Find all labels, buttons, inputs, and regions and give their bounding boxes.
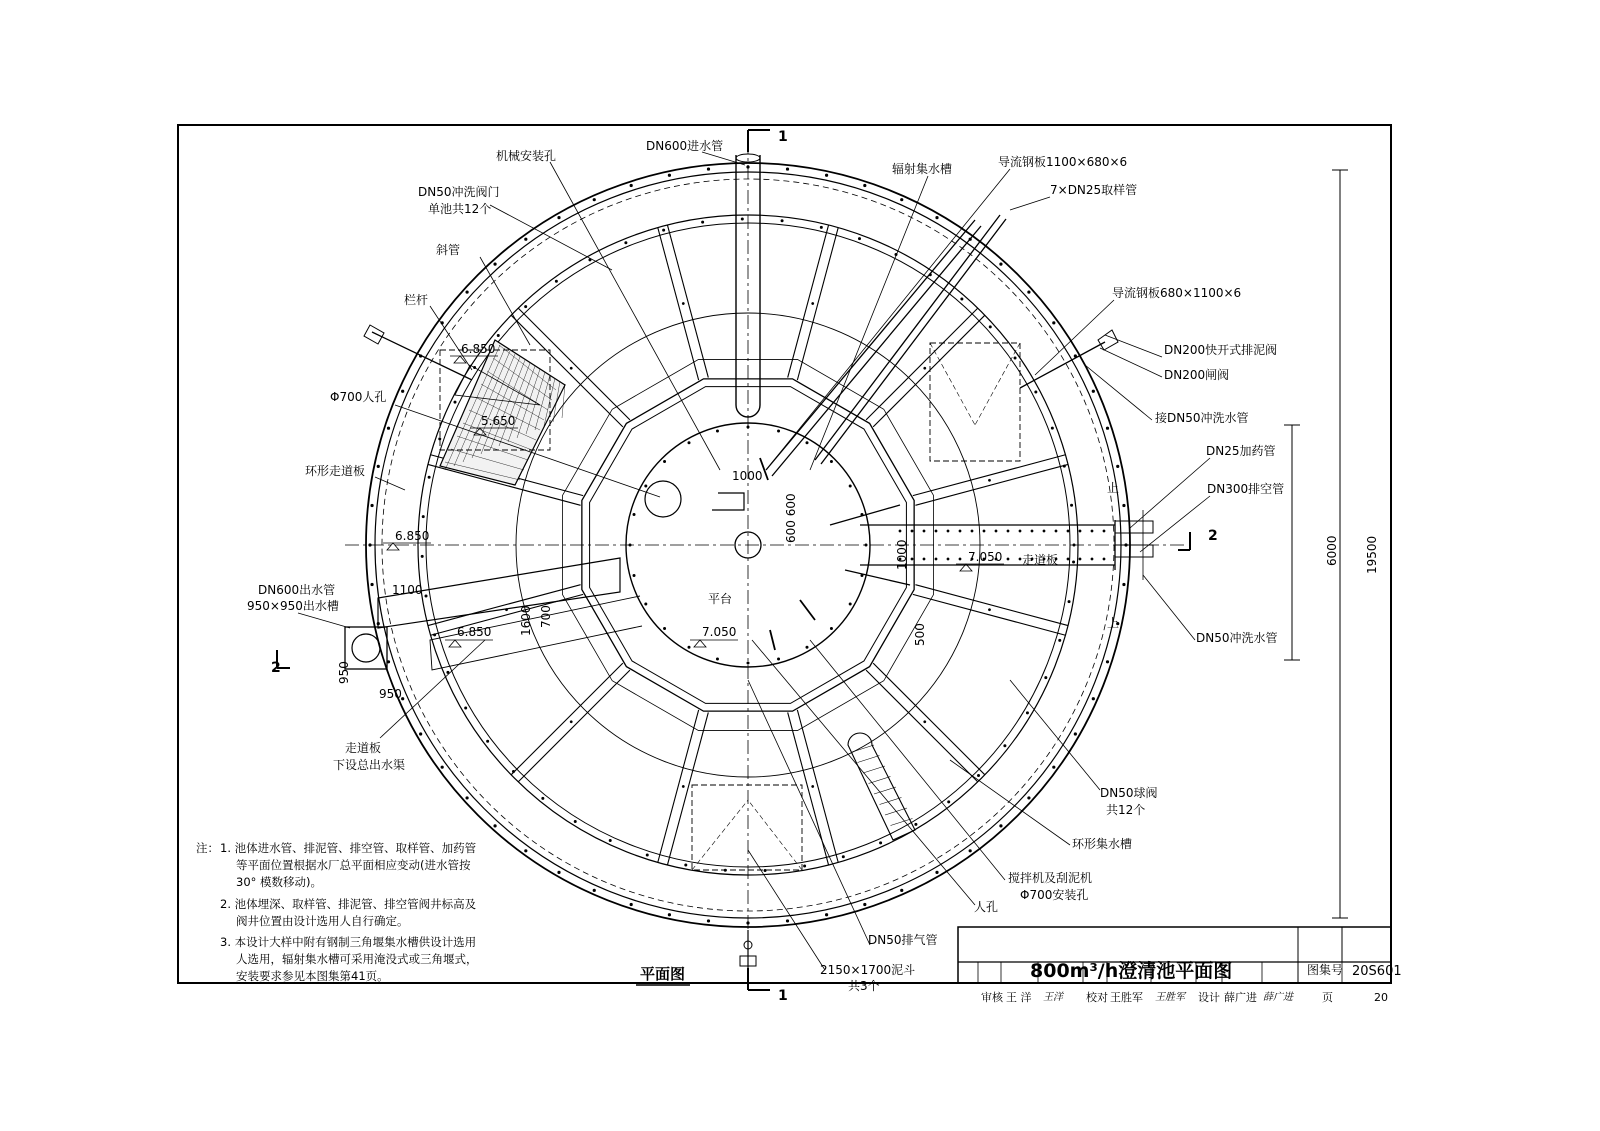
dim-500: 500: [913, 623, 927, 646]
platform-rivet-dot: [849, 485, 851, 487]
radial-trough-edge: [873, 315, 985, 427]
wall-rivet-dot: [525, 238, 528, 241]
walkway-dot: [935, 530, 937, 532]
label-connect-dn50: 接DN50冲洗水管: [1155, 411, 1249, 425]
drawing-title: 800m³/h澄清池平面图: [1030, 960, 1233, 982]
wall-rivet-dot: [494, 825, 497, 828]
sludge-hopper-ne: [930, 343, 1020, 461]
wall-rivet-dot: [936, 871, 939, 874]
platform-rivet-dot: [716, 430, 718, 432]
platform-rivet-dot: [716, 658, 718, 660]
radial-trough-edge: [667, 712, 708, 865]
walkway-dot: [1103, 530, 1105, 532]
center-radial-mark-1: [770, 630, 775, 650]
walkway-dot: [1103, 558, 1105, 560]
dim-1100: 1100: [392, 583, 423, 597]
trough-rivet-dot: [1026, 712, 1028, 714]
walkway-dot: [1031, 530, 1033, 532]
platform-rivet-dot: [830, 627, 832, 629]
platform-rivet-dot: [663, 627, 665, 629]
note-1-line-3: 30° 模数移动)。: [236, 875, 323, 889]
platform-rivet-dot: [633, 513, 635, 515]
label-dn25-dosing: DN25加药管: [1206, 444, 1276, 458]
walkway-dot: [947, 530, 949, 532]
wall-rivet-dot: [1074, 733, 1077, 736]
note-3-line-3: 安装要求参见本图集第41页。: [236, 969, 389, 983]
walkway-dot: [899, 530, 901, 532]
trough-rivet-dot: [781, 220, 783, 222]
wall-rivet-dot: [864, 184, 867, 187]
platform-rivet-dot: [777, 430, 779, 432]
radial-trough-edge: [797, 228, 838, 381]
note-2-line-2: 阀井位置由设计选用人自行确定。: [236, 914, 409, 928]
wall-rivet-dot: [558, 216, 561, 219]
wall-rivet-dot: [630, 184, 633, 187]
design-label: 设计: [1198, 991, 1220, 1004]
section-mark-2-left: 2: [271, 660, 281, 676]
walkway-dot: [1091, 558, 1093, 560]
outlet-pipe-circle: [352, 634, 380, 662]
wall-rivet-dot: [668, 913, 671, 916]
wall-rivet-dot: [441, 766, 444, 769]
ladder-rung: [858, 756, 880, 763]
label-walkway-channel: 下设总出水渠: [333, 758, 406, 772]
dim-1000: 1000: [732, 469, 763, 483]
platform-rivet-dot: [688, 646, 690, 648]
note-2-line-1: 2. 池体埋深、取样管、排泥管、排空管阀井标高及: [220, 897, 477, 911]
label-dn600-outlet: DN600出水管: [258, 583, 336, 597]
trough-rivet-dot: [1059, 639, 1061, 641]
elevation-7050-a: 7.050: [968, 550, 1003, 564]
label-manhole-700: Φ700人孔: [330, 390, 387, 404]
trough-rivet-dot: [1051, 427, 1053, 429]
trough-rivet-dot: [422, 515, 424, 517]
reviewer-signature: 王洋: [1043, 992, 1063, 1003]
label-walkway: 走道板: [345, 741, 382, 755]
trough-rivet-dot: [842, 856, 844, 858]
dim-1600: 1600: [519, 605, 533, 636]
center-radial-mark-2: [800, 600, 815, 620]
sampling-pipe-1: [766, 220, 975, 470]
trough-rivet-dot: [542, 797, 544, 799]
trough-rivet-dot: [685, 864, 687, 866]
reviewer-name: 王 洋: [1006, 991, 1032, 1004]
platform-rivet-dot: [645, 603, 647, 605]
platform-rivet-dot: [777, 658, 779, 660]
check-label: 校对: [1086, 991, 1108, 1004]
leader-line: [810, 176, 928, 470]
leader-line: [1105, 335, 1162, 357]
leader-line: [1140, 496, 1210, 552]
wall-rivet-dot: [525, 850, 528, 853]
section-mark-2-right: 2: [1208, 528, 1218, 544]
label-radial-trough: 辐射集水槽: [892, 162, 953, 176]
platform-rivet-dot: [645, 485, 647, 487]
label-railing: 栏杆: [404, 293, 429, 307]
walkway-dot: [1079, 558, 1081, 560]
label-sludge-hopper: 2150×1700泥斗: [820, 963, 916, 977]
walkway-dot: [1019, 530, 1021, 532]
trough-rivet-dot: [803, 865, 805, 867]
review-label: 审核: [981, 991, 1003, 1004]
dim-1000-v: 1000: [895, 539, 909, 570]
walkway-dot: [911, 530, 913, 532]
wall-rivet-dot: [558, 871, 561, 874]
trough-rivet-dot: [961, 298, 963, 300]
trough-rivet-dot: [879, 842, 881, 844]
trough-rivet-dot: [524, 305, 526, 307]
label-up-1: 上: [1107, 481, 1120, 495]
trough-rivet-dot: [701, 221, 703, 223]
label-ring-trough: 环形集水槽: [1072, 837, 1133, 851]
trough-rivet-dot: [555, 280, 557, 282]
label-inclined-tube: 斜管: [436, 243, 461, 257]
trough-rivet-dot: [741, 218, 743, 220]
radial-trough-edge: [913, 594, 1066, 635]
wall-rivet-dot: [1106, 427, 1109, 430]
label-dn50-vent: DN50排气管: [868, 933, 938, 947]
note-1-line-2: 等平面位置根据水厂总平面相应变动(进水管按: [236, 858, 471, 872]
trough-rivet-dot: [646, 854, 648, 856]
guide-plate-line-2: [845, 570, 910, 585]
label-dn300-drain: DN300排空管: [1207, 482, 1285, 496]
radial-trough-edge: [866, 308, 978, 420]
plan-view-caption: 平面图: [640, 965, 686, 983]
trough-rivet-dot: [447, 671, 449, 673]
leader-line: [748, 680, 870, 945]
trough-rivet-dot: [764, 869, 766, 871]
platform-rivet-dot: [806, 442, 808, 444]
label-dn200-quick: DN200快开式排泥阀: [1164, 343, 1278, 357]
walkway-dot: [923, 558, 925, 560]
trough-rivet-dot: [574, 820, 576, 822]
trough-rivet-dot: [1045, 676, 1047, 678]
radial-trough-dot: [570, 721, 572, 723]
platform-rivet-dot: [849, 603, 851, 605]
guide-plate-line: [830, 505, 900, 525]
walkway-dot: [1055, 530, 1057, 532]
platform-rivet-dot: [688, 442, 690, 444]
atlas-label: 图集号: [1307, 963, 1344, 977]
trough-rivet-dot: [486, 740, 488, 742]
label-per-pool-12: 单池共12个: [428, 202, 492, 216]
wall-rivet-dot: [1092, 697, 1095, 700]
label-guide-plate-2: 导流钢板680×1100×6: [1112, 286, 1242, 300]
walkway-dot: [1067, 530, 1069, 532]
wall-rivet-dot: [371, 583, 374, 586]
trough-rivet-dot: [1068, 600, 1070, 602]
walkway-dot: [959, 530, 961, 532]
leader-line: [950, 760, 1070, 845]
wall-rivet-dot: [1116, 465, 1119, 468]
label-ball-count: 共12个: [1106, 803, 1146, 817]
leader-line: [1143, 575, 1195, 640]
designer-name: 薛广进: [1224, 991, 1257, 1004]
trough-rivet-dot: [1014, 357, 1016, 359]
wall-rivet-dot: [900, 889, 903, 892]
label-dn200-gate: DN200闸阀: [1164, 368, 1230, 382]
walkway-dot: [911, 558, 913, 560]
leader-line: [298, 613, 350, 628]
trough-rivet-dot: [1072, 561, 1074, 563]
radial-trough-dot: [570, 367, 572, 369]
platform-rivet-dot: [830, 460, 832, 462]
elevation-marker: [387, 543, 399, 550]
radial-trough-dot: [988, 609, 990, 611]
leader-line: [490, 205, 612, 270]
wall-rivet-dot: [900, 198, 903, 201]
radial-trough-dot: [682, 785, 684, 787]
radial-trough-edge: [866, 670, 978, 782]
leader-line: [1100, 348, 1162, 377]
wall-rivet-dot: [466, 291, 469, 294]
label-dn600-inlet: DN600进水管: [646, 139, 724, 153]
trough-rivet-dot: [915, 823, 917, 825]
elevation-7050-b: 7.050: [702, 625, 737, 639]
label-platform: 平台: [708, 592, 733, 606]
elevation-6850-a: 6.850: [461, 342, 496, 356]
elevation-6850-c: 6.850: [457, 625, 492, 639]
atlas-number: 20S601: [1352, 964, 1402, 979]
trough-rivet-dot: [425, 595, 427, 597]
wall-rivet-dot: [786, 920, 789, 923]
ladder-rung: [863, 766, 885, 773]
dim-6000: 6000: [1325, 535, 1339, 566]
note-3-line-1: 3. 本设计大样中附有钢制三角堰集水槽供设计选用: [220, 935, 477, 949]
radial-trough-edge: [667, 225, 708, 378]
radial-trough-edge: [511, 663, 623, 775]
elevation-marker: [454, 356, 466, 363]
wall-rivet-dot: [419, 733, 422, 736]
dim-950-v: 950: [337, 661, 351, 684]
trough-rivet-dot: [625, 242, 627, 244]
note-3-line-2: 人选用，辐射集水槽可采用淹没式或三角堰式，: [236, 952, 478, 966]
dim-600-600: 600 600: [784, 493, 798, 543]
dim-700: 700: [539, 605, 553, 628]
wall-rivet-dot: [936, 216, 939, 219]
wall-rivet-dot: [371, 504, 374, 507]
wall-rivet-dot: [377, 465, 380, 468]
walkway-dot: [1043, 530, 1045, 532]
trough-rivet-dot: [1004, 745, 1006, 747]
wall-rivet-dot: [786, 168, 789, 171]
label-dn50-flush-valve: DN50冲洗阀门: [418, 185, 500, 199]
inclined-tube-zone: [440, 340, 565, 485]
label-dn50-ball: DN50球阀: [1100, 786, 1158, 800]
checker-signature: 王胜军: [1155, 992, 1185, 1003]
label-walkway-center: 走道板: [1022, 553, 1059, 567]
chemical-opening: [712, 493, 744, 510]
radial-trough-dot: [924, 367, 926, 369]
hopper-ne-diag: [930, 343, 975, 425]
elevation-5650: 5.650: [481, 414, 516, 428]
wall-rivet-dot: [1000, 263, 1003, 266]
trough-rivet-dot: [497, 334, 499, 336]
page-label: 页: [1322, 991, 1333, 1004]
wall-rivet-dot: [1123, 504, 1126, 507]
wall-rivet-dot: [1053, 766, 1056, 769]
radial-trough-edge: [873, 663, 985, 775]
trough-rivet-dot: [428, 476, 430, 478]
trough-rivet-dot: [1070, 504, 1072, 506]
platform-rivet-dot: [663, 460, 665, 462]
elevation-marker: [694, 640, 706, 647]
trough-rivet-dot: [454, 401, 456, 403]
leader-line: [430, 306, 472, 370]
label-mech-hole: 机械安装孔: [496, 149, 557, 163]
ladder-rung: [874, 787, 896, 794]
walkway-dot: [947, 558, 949, 560]
trough-rivet-dot: [989, 326, 991, 328]
wall-rivet-dot: [707, 920, 710, 923]
platform-rivet-dot: [633, 574, 635, 576]
wall-rivet-dot: [630, 903, 633, 906]
wall-rivet-dot: [593, 889, 596, 892]
label-up-2: 上: [1107, 616, 1120, 630]
leader-line: [1010, 197, 1050, 210]
sampling-pipe-3: [815, 215, 1000, 460]
leader-line: [550, 162, 720, 470]
walkway-dot: [971, 530, 973, 532]
sludge-hopper-s: [692, 785, 802, 870]
title-block: [981, 959, 1402, 1004]
walkway-dot: [1067, 558, 1069, 560]
wall-rivet-dot: [1028, 797, 1031, 800]
trough-rivet-dot: [977, 774, 979, 776]
radial-trough-edge: [797, 710, 838, 863]
label-manhole: 人孔: [974, 900, 999, 914]
radial-trough-dot: [682, 302, 684, 304]
dim-19500: 19500: [1365, 535, 1379, 574]
wall-rivet-dot: [825, 913, 828, 916]
wall-rivet-dot: [707, 168, 710, 171]
radial-trough-edge: [428, 585, 581, 626]
note-1-line-1: 1. 池体进水管、排泥管、排空管、取样管、加药管: [220, 841, 477, 855]
trough-rivet-dot: [609, 839, 611, 841]
notes-block: [196, 841, 478, 983]
label-mixer-hole: Φ700安装孔: [1020, 888, 1089, 902]
wall-rivet-dot: [1053, 322, 1056, 325]
dn200-valve-body: [1098, 330, 1118, 350]
wall-rivet-dot: [387, 427, 390, 430]
wall-rivet-dot: [864, 903, 867, 906]
wall-rivet-dot: [1000, 825, 1003, 828]
notes-prefix: 注：: [196, 841, 219, 855]
radial-trough-dot: [812, 785, 814, 787]
elevation-6850-b: 6.850: [395, 529, 430, 543]
mech-install-hole: [645, 481, 681, 517]
label-outlet-trough: 950×950出水槽: [247, 599, 339, 613]
radial-trough-edge: [915, 464, 1068, 505]
elevation-marker: [449, 640, 461, 647]
wall-rivet-dot: [1092, 390, 1095, 393]
label-hopper-count: 共3个: [848, 979, 880, 993]
label-mixer: 搅拌机及刮泥机: [1008, 871, 1093, 885]
trough-rivet-dot: [858, 237, 860, 239]
leader-line: [810, 640, 1005, 880]
dim-950-h: 950: [379, 687, 402, 701]
walkway-dot: [935, 558, 937, 560]
hopper-s-diag: [692, 800, 748, 870]
section-mark-1-bottom: 1: [778, 988, 788, 1004]
radial-trough-edge: [788, 225, 829, 378]
wall-rivet-dot: [494, 263, 497, 266]
radial-trough-edge: [658, 710, 699, 863]
sampling-pipe-4: [821, 219, 1006, 464]
radial-trough-edge: [915, 585, 1068, 626]
trough-rivet-dot: [948, 801, 950, 803]
platform-rivet-dot: [806, 646, 808, 648]
wall-rivet-dot: [401, 390, 404, 393]
label-dn50-flush-pipe: DN50冲洗水管: [1196, 631, 1278, 645]
trough-rivet-dot: [421, 555, 423, 557]
hopper-s-diag: [748, 800, 802, 870]
wall-rivet-dot: [969, 850, 972, 853]
radial-trough-dot: [812, 302, 814, 304]
walkway-dot: [1007, 558, 1009, 560]
leader-line: [1085, 365, 1152, 420]
ladder-rung: [880, 798, 902, 805]
platform-rivet-dot: [747, 662, 749, 664]
page-number: 20: [1374, 991, 1388, 1004]
walkway-dot: [923, 530, 925, 532]
leader-line: [480, 257, 530, 345]
radial-trough-edge: [658, 228, 699, 381]
label-ring-walkway: 环形走道板: [305, 464, 366, 478]
ladder-rung: [891, 819, 913, 826]
walkway-dot: [983, 530, 985, 532]
trough-rivet-dot: [662, 229, 664, 231]
designer-signature: 薛广进: [1263, 992, 1293, 1003]
walkway-dot: [1007, 530, 1009, 532]
radial-trough-dot: [988, 479, 990, 481]
hopper-ne-diag: [975, 343, 1020, 425]
trough-rivet-dot: [820, 226, 822, 228]
wall-rivet-dot: [1106, 661, 1109, 664]
wall-rivet-dot: [1123, 583, 1126, 586]
radial-trough-dot: [924, 721, 926, 723]
walkway-dot: [1091, 530, 1093, 532]
walkway-dot: [1079, 530, 1081, 532]
trough-rivet-dot: [1035, 391, 1037, 393]
checker-name: 王胜军: [1110, 991, 1143, 1004]
trough-rivet-dot: [464, 707, 466, 709]
walkway-dot: [995, 530, 997, 532]
wall-rivet-dot: [466, 797, 469, 800]
leader-line: [1130, 458, 1210, 528]
label-guide-plate-1: 导流钢板1100×680×6: [998, 155, 1128, 169]
wall-rivet-dot: [1028, 291, 1031, 294]
walkway-dot: [959, 558, 961, 560]
walkway-dot: [1019, 558, 1021, 560]
wall-rivet-dot: [593, 198, 596, 201]
trough-rivet-dot: [439, 438, 441, 440]
wall-rivet-dot: [668, 174, 671, 177]
wall-rivet-dot: [825, 174, 828, 177]
nw-valve-body: [364, 325, 384, 344]
label-sampling-pipes: 7×DN25取样管: [1050, 183, 1138, 197]
section-mark-1-top: 1: [778, 129, 788, 145]
radial-trough-edge: [518, 670, 630, 782]
